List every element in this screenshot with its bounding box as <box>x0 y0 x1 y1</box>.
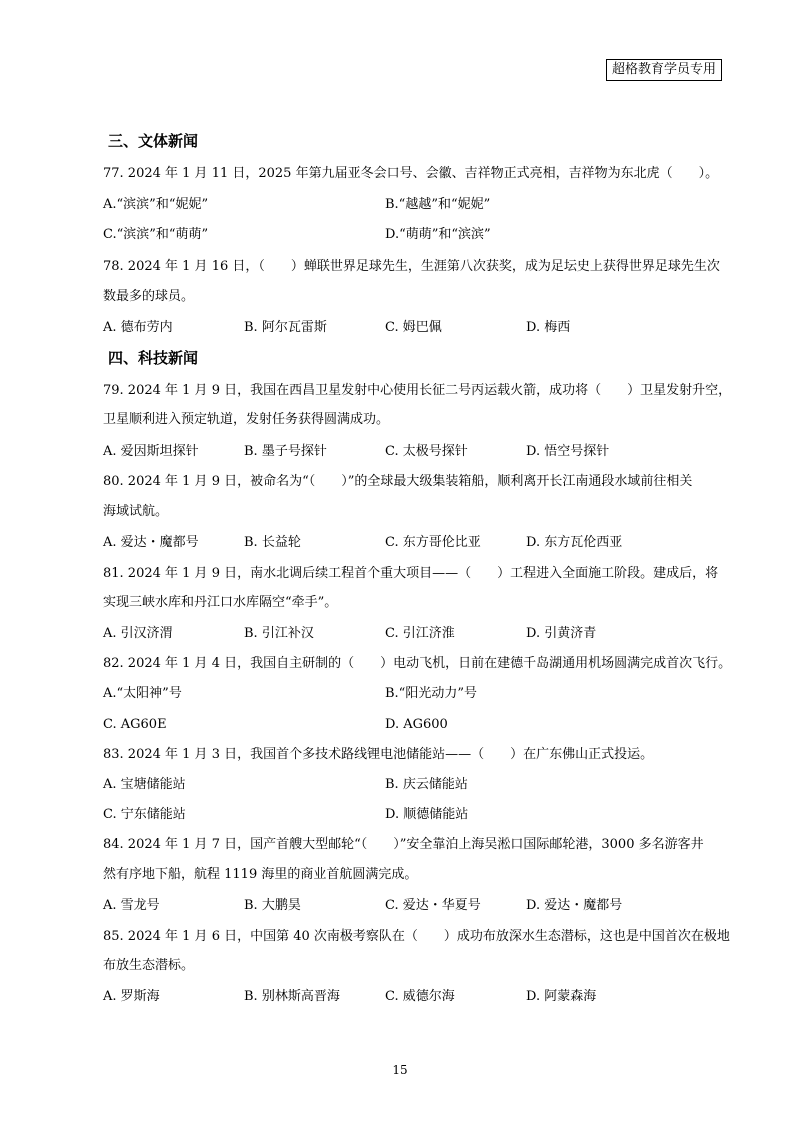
question-77-option-c: C.“滨滨”和“萌萌” <box>103 227 209 242</box>
question-78-option-c: C. 姆巴佩 <box>385 320 442 335</box>
question-85-line-1: 85. 2024 年 1 月 6 日，中国第 40 次南极考察队在（ ）成功布放深水生态潜标，这也是中国首次在极地 <box>103 929 730 944</box>
question-78-option-a: A. 德布劳内 <box>103 320 173 335</box>
question-84-option-a: A. 雪龙号 <box>103 898 160 913</box>
question-85-line-2: 布放生态潜标。 <box>103 958 195 973</box>
question-85-option-b: B. 别林斯高晋海 <box>244 989 340 1004</box>
question-85-option-a: A. 罗斯海 <box>103 989 160 1004</box>
question-84-line-1: 84. 2024 年 1 月 7 日，国产首艘大型邮轮“（ ）”安全靠泊上海吴淞口国际邮轮港，3000 多名游客井 <box>103 837 704 852</box>
question-82-option-b: B.“阳光动力”号 <box>385 686 477 701</box>
question-78-option-b: B. 阿尔瓦雷斯 <box>244 320 327 335</box>
question-77-line-1: 77. 2024 年 1 月 11 日，2025 年第九届亚冬会口号、会徽、吉祥物正式亮相，吉祥物为东北虎（ ）。 <box>103 166 719 181</box>
question-79-line-2: 卫星顺利进入预定轨道，发射任务获得圆满成功。 <box>103 412 390 427</box>
question-82-option-a: A.“太阳神”号 <box>103 686 182 701</box>
question-78-option-d: D. 梅西 <box>526 320 571 335</box>
question-79-line-1: 79. 2024 年 1 月 9 日，我国在西昌卫星发射中心使用长征二号丙运载火箭，成功将（ ）卫星发射升空， <box>103 383 732 398</box>
question-81-option-a: A. 引汉济渭 <box>103 626 173 641</box>
question-78-line-1: 78. 2024 年 1 月 16 日，（ ）蝉联世界足球先生，生涯第八次获奖，成为足坛史上获得世界足球先生次 <box>103 259 720 274</box>
question-81-option-d: D. 引黄济青 <box>526 626 597 641</box>
question-80-option-c: C. 东方哥伦比亚 <box>385 535 481 550</box>
question-82-option-d: D. AG600 <box>385 717 448 732</box>
question-81-option-b: B. 引江补汉 <box>244 626 314 641</box>
question-79-option-d: D. 悟空号探针 <box>526 444 610 459</box>
question-81-option-c: C. 引江济淮 <box>385 626 455 641</box>
question-83-option-d: D. 顺德储能站 <box>385 807 469 822</box>
page-number: 15 <box>392 1063 408 1077</box>
question-77-option-a: A.“滨滨”和“妮妮” <box>103 197 209 212</box>
question-80-line-1: 80. 2024 年 1 月 9 日，被命名为“（ ）”的全球最大级集装箱船，顺利离开长江南通段水域前往相关 <box>103 474 693 489</box>
question-83-option-c: C. 宁东储能站 <box>103 807 186 822</box>
question-83-option-a: A. 宝塘储能站 <box>103 777 186 792</box>
question-81-line-2: 实现三峡水库和丹江口水库隔空“牵手”。 <box>103 595 338 610</box>
question-81-line-1: 81. 2024 年 1 月 9 日，南水北调后续工程首个重大项目——（ ）工程进入全面施工阶段。建成后，将 <box>103 566 719 581</box>
question-82-line-1: 82. 2024 年 1 月 4 日，我国自主研制的（ ）电动飞机，日前在建德千岛湖通用机场圆满完成首次飞行。 <box>103 656 732 671</box>
question-85-option-d: D. 阿蒙森海 <box>526 989 597 1004</box>
question-80-option-a: A. 爱达・魔都号 <box>103 535 199 550</box>
question-83-line-1: 83. 2024 年 1 月 3 日，我国首个多技术路线锂电池储能站——（ ）在广东佛山正式投运。 <box>103 747 654 762</box>
question-79-option-a: A. 爱因斯坦探针 <box>103 444 199 459</box>
question-84-option-b: B. 大鹏昊 <box>244 898 301 913</box>
question-79-option-b: B. 墨子号探针 <box>244 444 327 459</box>
question-77-option-b: B.“越越”和“妮妮” <box>385 197 491 212</box>
question-83-option-b: B. 庆云储能站 <box>385 777 468 792</box>
question-84-line-2: 然有序地下船，航程 1119 海里的商业首航圆满完成。 <box>103 867 418 882</box>
question-84-option-d: D. 爱达・魔都号 <box>526 898 623 913</box>
question-78-line-2: 数最多的球员。 <box>103 289 195 304</box>
section-title-culture-sports: 三、文体新闻 <box>108 132 199 150</box>
section-title-science-tech: 四、科技新闻 <box>108 349 199 367</box>
usage-stamp: 超格教育学员专用 <box>606 59 722 81</box>
question-82-option-c: C. AG60E <box>103 717 167 732</box>
question-80-line-2: 海域试航。 <box>103 504 169 519</box>
question-77-option-d: D.“萌萌”和“滨滨” <box>385 227 491 242</box>
question-80-option-b: B. 长益轮 <box>244 535 301 550</box>
question-80-option-d: D. 东方瓦伦西亚 <box>526 535 623 550</box>
question-85-option-c: C. 威德尔海 <box>385 989 455 1004</box>
question-79-option-c: C. 太极号探针 <box>385 444 468 459</box>
question-84-option-c: C. 爱达・华夏号 <box>385 898 481 913</box>
